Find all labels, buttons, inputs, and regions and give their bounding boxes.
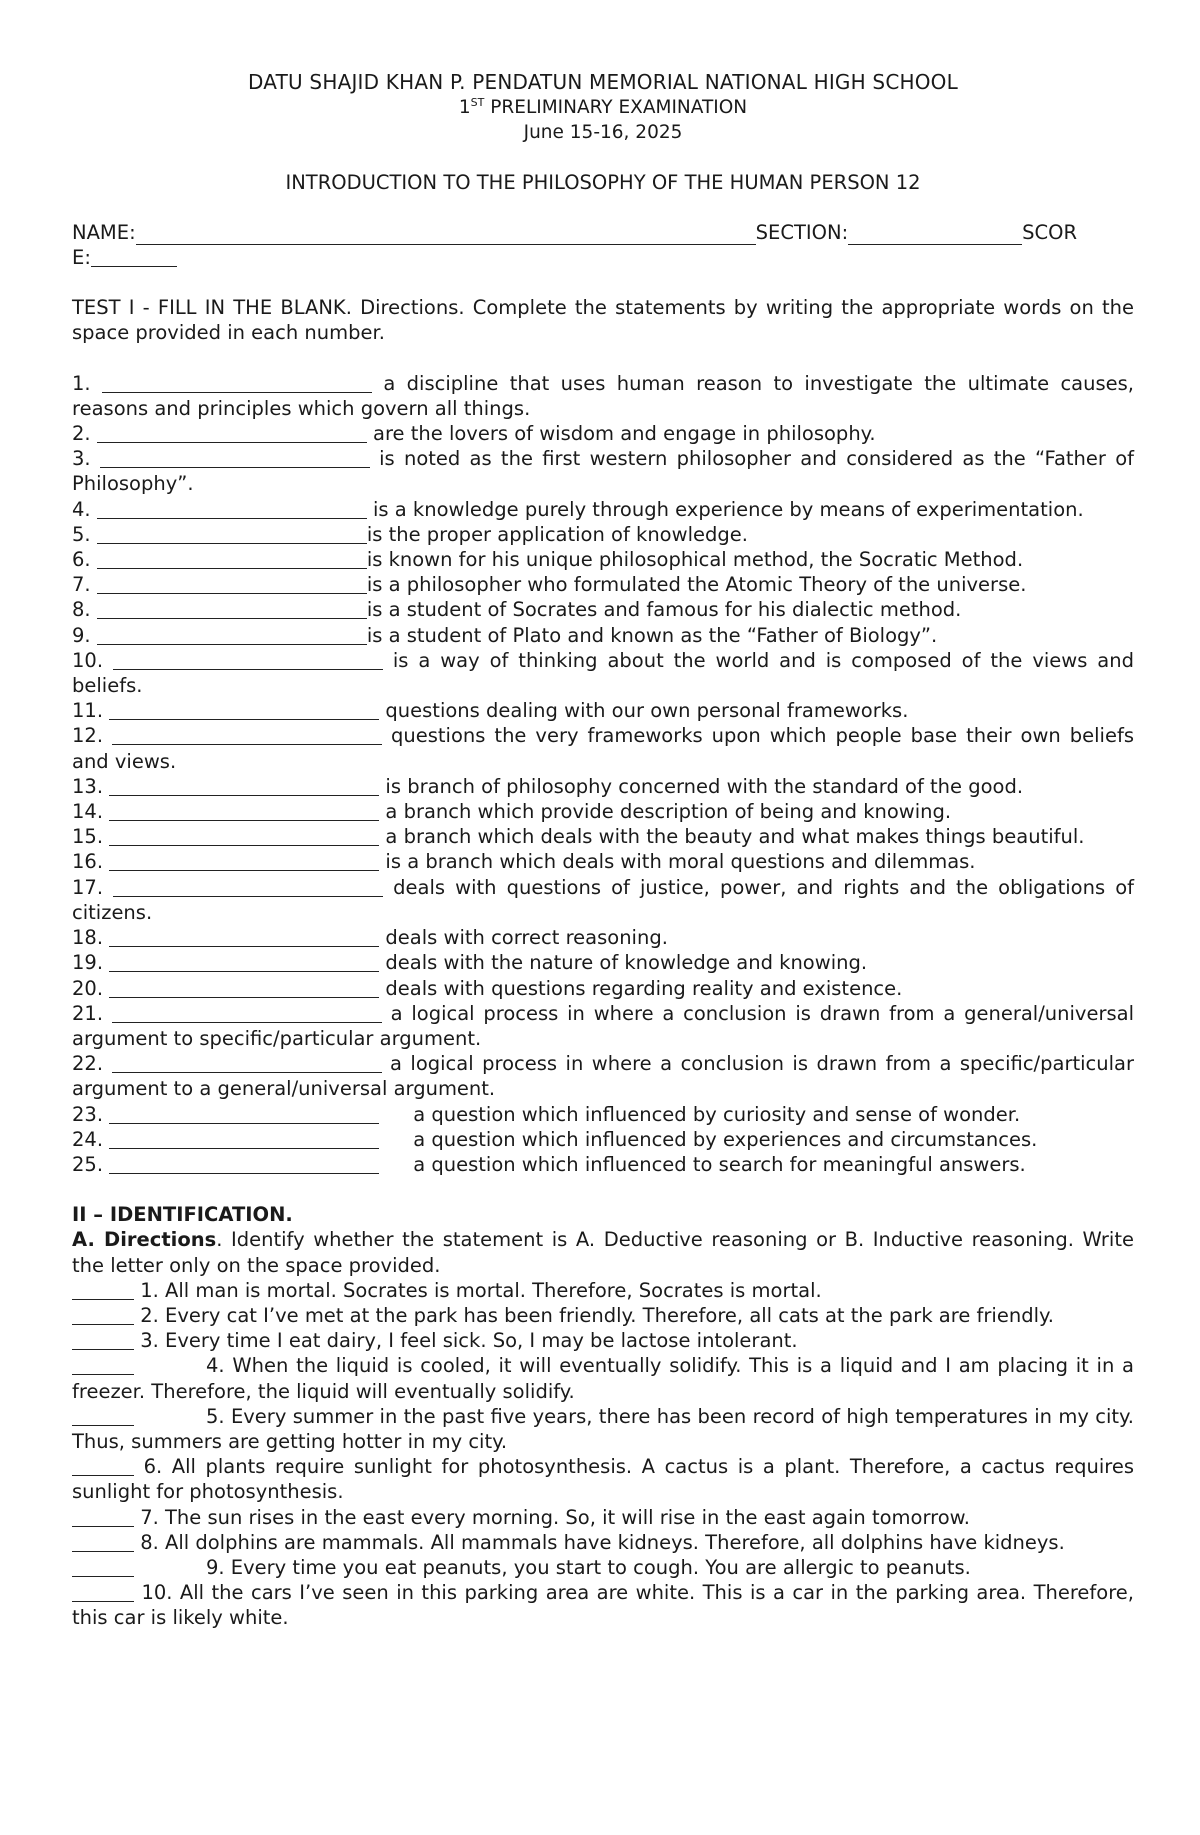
test1-item	[72, 1001, 1134, 1051]
test1-item	[72, 547, 1134, 572]
test1-item	[72, 723, 1134, 773]
test2-directions	[72, 1227, 1134, 1277]
item-text: 3. Every time I eat dairy, I feel sick. So, I may be lactose intolerant.	[134, 1329, 798, 1353]
exam-number: 1	[458, 97, 471, 119]
answer-blank[interactable]	[72, 1305, 134, 1325]
answer-blank[interactable]	[97, 423, 367, 443]
exam-ordinal: ST	[470, 96, 485, 110]
test1-item	[72, 976, 1134, 1001]
item-text: a logical process in where a conclusion is drawn from a specific/particular argument to a general/universal argument.	[72, 1052, 1134, 1101]
item-text: 9. Every time you eat peanuts, you start to cough. You are allergic to peanuts.	[206, 1555, 971, 1579]
item-text: is a student of Plato and known as the “Father of Biology”.	[366, 623, 938, 647]
answer-blank[interactable]	[113, 650, 383, 670]
item-text: 6. All plants require sunlight for photosynthesis. A cactus is a plant. Therefore, a cactus requires sunlight for photosynthesis.	[72, 1455, 1134, 1504]
answer-blank[interactable]	[109, 776, 379, 796]
answer-blank[interactable]	[72, 1330, 134, 1350]
test1-directions: TEST I - FILL IN THE BLANK. Directions. Complete the statements by writing the appropriate words on the space provided in each number.	[72, 296, 1134, 345]
test2-item	[72, 1454, 1134, 1504]
answer-blank[interactable]	[97, 599, 367, 619]
answer-blank[interactable]	[100, 448, 370, 468]
item-text: are the lovers of wisdom and engage in philosophy.	[366, 422, 876, 446]
answer-blank[interactable]	[112, 725, 382, 745]
item-text: is a branch which deals with moral questions and dilemmas.	[379, 850, 976, 874]
answer-blank[interactable]	[97, 524, 367, 544]
directions-label: A. Directions	[72, 1228, 217, 1252]
test1-item	[72, 1152, 1134, 1177]
item-number: 6.	[72, 548, 97, 572]
item-number: 14.	[72, 800, 110, 824]
test1-item	[72, 497, 1134, 522]
test2-item	[72, 1353, 1134, 1403]
item-text: is a way of thinking about the world and is composed of the views and beliefs.	[72, 648, 1134, 698]
test1-item	[72, 925, 1134, 950]
test1-item	[72, 371, 1134, 421]
item-number: 1.	[72, 371, 102, 395]
item-text: is a student of Socrates and famous for his dialectic method.	[366, 598, 962, 622]
answer-blank[interactable]	[72, 1456, 134, 1476]
item-number: 13.	[72, 774, 110, 798]
item-number: 22.	[72, 1052, 112, 1076]
test2-item	[72, 1555, 1134, 1580]
test2-item	[72, 1530, 1134, 1555]
item-text: deals with questions regarding reality and existence.	[379, 976, 903, 1000]
test2-items	[72, 1278, 1134, 1631]
item-text: 2. Every cat I’ve met at the park has been friendly. Therefore, all cats at the park are friendly.	[134, 1303, 1054, 1327]
exam-date: June 15-16, 2025	[523, 122, 683, 144]
item-number: 18.	[72, 926, 110, 950]
answer-blank[interactable]	[97, 499, 367, 519]
item-text: is the proper application of knowledge.	[366, 522, 748, 546]
answer-blank[interactable]	[97, 549, 367, 569]
item-number: 4.	[72, 497, 97, 521]
item-number: 9.	[72, 623, 97, 647]
answer-blank[interactable]	[109, 952, 379, 972]
exam-label: PRELIMINARY EXAMINATION	[484, 97, 748, 119]
test1-item	[72, 950, 1134, 975]
test1-item	[72, 875, 1134, 925]
test2-item	[72, 1328, 1134, 1353]
item-number: 15.	[72, 825, 110, 849]
test1-item	[72, 597, 1134, 622]
item-number: 21.	[72, 1001, 112, 1025]
item-number: 12.	[72, 724, 113, 748]
name-label: NAME:	[72, 220, 136, 244]
item-text: a question which influenced by curiosity and sense of wonder.	[413, 1102, 1021, 1126]
item-text: a question which influenced to search for meaningful answers.	[413, 1152, 1026, 1176]
score-label: SCOR	[1022, 220, 1078, 244]
test1-item	[72, 698, 1134, 723]
item-number: 2.	[72, 422, 97, 446]
answer-blank[interactable]	[72, 1557, 134, 1577]
answer-blank[interactable]	[102, 373, 372, 393]
test2-item	[72, 1303, 1134, 1328]
item-text: questions dealing with our own personal frameworks.	[379, 699, 909, 723]
score-field[interactable]	[91, 247, 177, 267]
item-text: is a philosopher who formulated the Atomic Theory of the universe.	[366, 573, 1027, 597]
test2-item	[72, 1580, 1134, 1630]
item-number: 16.	[72, 850, 110, 874]
test1-item	[72, 849, 1134, 874]
name-field[interactable]	[136, 224, 756, 245]
answer-blank[interactable]	[113, 877, 383, 897]
score-row	[72, 245, 1134, 270]
test1-item	[72, 1051, 1134, 1101]
answer-blank[interactable]	[72, 1507, 134, 1527]
item-text: 8. All dolphins are mammals. All mammals have kidneys. Therefore, all dolphins have kidneys.	[134, 1530, 1065, 1554]
item-text: 7. The sun rises in the east every morning. So, it will rise in the east again tomorrow.	[134, 1505, 971, 1529]
item-text: deals with the nature of knowledge and knowing.	[379, 951, 868, 975]
directions-text: . Identify whether the statement is A. Deductive reasoning or B. Inductive reasoning. Write the letter only on the space provided.	[72, 1228, 1134, 1277]
item-number: 17.	[72, 875, 114, 899]
test2-item	[72, 1404, 1134, 1454]
test2-title: II – IDENTIFICATION.	[72, 1203, 293, 1227]
test1-items	[72, 371, 1134, 1178]
test1-item	[72, 824, 1134, 849]
test1-item	[72, 774, 1134, 799]
item-text: deals with questions of justice, power, and rights and the obligations of citizens.	[72, 875, 1134, 924]
answer-blank[interactable]	[109, 801, 379, 821]
test1-item	[72, 1102, 1134, 1127]
item-text: a branch which deals with the beauty and what makes things beautiful.	[379, 825, 1085, 849]
answer-blank[interactable]	[109, 1154, 379, 1174]
student-info	[72, 220, 1134, 245]
item-text: 10. All the cars I’ve seen in this parking area are white. This is a car in the parking area. Therefore, this car is likely white.	[72, 1581, 1134, 1630]
item-number: 5.	[72, 522, 97, 546]
item-text: a question which influenced by experiences and circumstances.	[413, 1127, 1038, 1151]
answer-blank[interactable]	[72, 1406, 134, 1426]
test2-item	[72, 1278, 1134, 1303]
answer-blank[interactable]	[112, 1053, 382, 1073]
item-number: 25.	[72, 1152, 110, 1176]
answer-blank[interactable]	[109, 700, 379, 720]
item-text: deals with correct reasoning.	[379, 926, 668, 950]
item-text: 1. All man is mortal. Socrates is mortal. Therefore, Socrates is mortal.	[134, 1278, 822, 1302]
item-text: is known for his unique philosophical method, the Socratic Method.	[366, 548, 1024, 572]
item-number: 10.	[72, 648, 113, 672]
answer-blank[interactable]	[109, 927, 379, 947]
item-text: is noted as the first western philosopher and considered as the “Father of Philosophy”.	[72, 447, 1134, 496]
test1-item	[72, 623, 1134, 648]
test1-item	[72, 421, 1134, 446]
test2-item	[72, 1505, 1134, 1530]
school-name: DATU SHAJID KHAN P. PENDATUN MEMORIAL NATIONAL HIGH SCHOOL	[248, 70, 958, 94]
answer-blank[interactable]	[109, 826, 379, 846]
section-label: SECTION:	[755, 220, 849, 244]
item-text: a branch which provide description of being and knowing.	[379, 800, 952, 824]
answer-blank[interactable]	[109, 1129, 379, 1149]
item-text: a discipline that uses human reason to investigate the ultimate causes, reasons and principles which govern all things.	[72, 371, 1134, 420]
item-number: 23.	[72, 1102, 110, 1126]
answer-blank[interactable]	[72, 1582, 134, 1602]
item-number: 11.	[72, 699, 110, 723]
test1-item	[72, 522, 1134, 547]
answer-blank[interactable]	[109, 978, 379, 998]
test1-item	[72, 648, 1134, 698]
answer-blank[interactable]	[112, 1003, 382, 1023]
item-number: 3.	[72, 447, 100, 471]
item-text: a logical process in where a conclusion is drawn from a general/universal argument to specific/particular argument.	[72, 1001, 1134, 1050]
answer-blank[interactable]	[72, 1280, 134, 1300]
item-text: is branch of philosophy concerned with the standard of the good.	[379, 774, 1024, 798]
answer-blank[interactable]	[72, 1532, 134, 1552]
item-text: is a knowledge purely through experience by means of experimentation.	[366, 497, 1084, 521]
section-field[interactable]	[848, 224, 1022, 245]
item-number: 19.	[72, 951, 110, 975]
answer-blank[interactable]	[109, 1104, 379, 1124]
test1-item	[72, 799, 1134, 824]
exam-page	[72, 70, 1134, 1631]
test1-item	[72, 1127, 1134, 1152]
answer-blank[interactable]	[109, 851, 379, 871]
exam-title	[72, 95, 1134, 120]
test1-item	[72, 572, 1134, 597]
item-number: 7.	[72, 573, 97, 597]
item-number: 24.	[72, 1127, 110, 1151]
answer-blank[interactable]	[97, 574, 367, 594]
item-text: questions the very frameworks upon which people base their own beliefs and views.	[72, 724, 1134, 773]
item-number: 20.	[72, 976, 110, 1000]
test1-item	[72, 446, 1134, 496]
score-label-cont: E:	[72, 246, 91, 270]
item-number: 8.	[72, 598, 97, 622]
answer-blank[interactable]	[72, 1355, 134, 1375]
item-text: 4. When the liquid is cooled, it will eventually solidify. This is a liquid and I am placing it in a freezer. Therefore, the liquid will eventually solidify.	[72, 1354, 1134, 1403]
subject-title: INTRODUCTION TO THE PHILOSOPHY OF THE HUMAN PERSON 12	[285, 170, 921, 194]
item-text: 5. Every summer in the past five years, there has been record of high temperatures in my city. Thus, summers are getting hotter in my city.	[72, 1404, 1134, 1453]
answer-blank[interactable]	[97, 625, 367, 645]
